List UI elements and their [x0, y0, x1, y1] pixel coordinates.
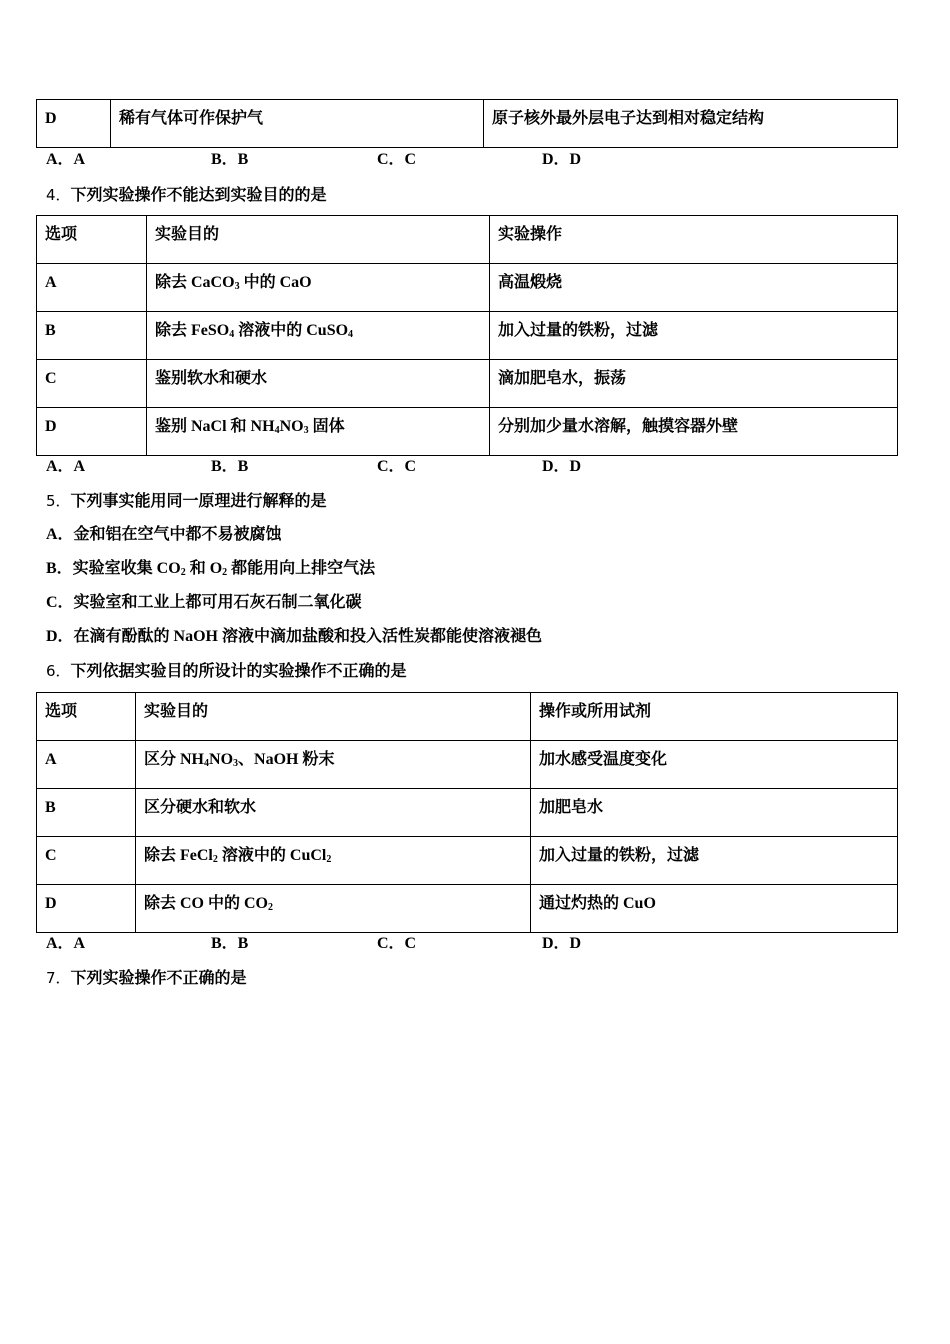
header-cell: 实验目的 [136, 693, 531, 741]
table-cell: 加肥皂水 [531, 789, 898, 837]
q4-stem [46, 184, 327, 207]
option-d[interactable]: D．D [542, 935, 582, 952]
table-cell: 鉴别 NaCl 和 $NH_4NO_3$ 固体 [147, 408, 490, 456]
option-d[interactable]: D．D [542, 151, 582, 168]
header-cell: 操作或所用试剂 [531, 693, 898, 741]
table-header-row [37, 216, 898, 264]
table-cell: C [37, 837, 136, 885]
q5-option-a[interactable]: A．金和铝在空气中都不易被腐蚀 [46, 526, 282, 543]
q3-table-tail [36, 99, 898, 148]
q6-table [36, 692, 898, 933]
table-header-row [37, 693, 898, 741]
table-cell: 原子核外最外层电子达到相对稳定结构 [484, 100, 898, 148]
table-cell: D [37, 100, 111, 148]
q3-options [46, 149, 906, 171]
table-cell: A [37, 741, 136, 789]
table-cell: 除去 FeCl$_2$ 溶液中的 CuCl$_2$ [136, 837, 531, 885]
table-cell: B [37, 312, 147, 360]
table-row [37, 100, 898, 148]
table-cell: C [37, 360, 147, 408]
header-cell: 选项 [37, 216, 147, 264]
option-d[interactable]: D．D [542, 458, 582, 475]
table-cell: 区分 $NH_4NO_3$、NaOH 粉末 [136, 741, 531, 789]
option-b[interactable]: B．B [211, 151, 249, 168]
question-number: 4． [46, 186, 71, 204]
table-cell: D [37, 885, 136, 933]
q4-options [46, 456, 906, 478]
table-cell: 鉴别软水和硬水 [147, 360, 490, 408]
option-b[interactable]: B．B [211, 935, 249, 952]
option-c[interactable]: C．C [377, 151, 417, 168]
question-text: 下列实验操作不能达到实验目的的是 [70, 187, 327, 204]
question-number: 6． [46, 662, 71, 680]
table-cell: D [37, 408, 147, 456]
option-a[interactable]: A．A [46, 458, 86, 475]
table-cell: 除去 CaCO$_3$ 中的 CaO [147, 264, 490, 312]
table-cell: 区分硬水和软水 [136, 789, 531, 837]
table-row [37, 789, 898, 837]
q6-stem [46, 660, 407, 683]
q5-option-c[interactable]: C．实验室和工业上都可用石灰石制二氧化碳 [46, 594, 362, 611]
table-cell: B [37, 789, 136, 837]
option-a[interactable]: A．A [46, 151, 86, 168]
q5-stem [46, 490, 327, 513]
question-text: 下列依据实验目的所设计的实验操作不正确的是 [70, 663, 407, 680]
table-cell: 除去 CO 中的 $CO_2$ [136, 885, 531, 933]
header-cell: 选项 [37, 693, 136, 741]
table-cell: 通过灼热的 CuO [531, 885, 898, 933]
q6-options [46, 933, 906, 955]
table-cell: 分别加少量水溶解，触摸容器外壁 [490, 408, 898, 456]
table-row [37, 360, 898, 408]
table-cell: 加入过量的铁粉，过滤 [531, 837, 898, 885]
header-cell: 实验目的 [147, 216, 490, 264]
table-cell: 加入过量的铁粉，过滤 [490, 312, 898, 360]
question-number: 5． [46, 492, 71, 510]
table-cell: 滴加肥皂水，振荡 [490, 360, 898, 408]
option-b[interactable]: B．B [211, 458, 249, 475]
q4-table [36, 215, 898, 456]
table-row [37, 741, 898, 789]
question-text: 下列实验操作不正确的是 [70, 970, 247, 987]
table-row [37, 837, 898, 885]
table-cell: 高温煅烧 [490, 264, 898, 312]
table-row [37, 885, 898, 933]
header-cell: 实验操作 [490, 216, 898, 264]
option-c[interactable]: C．C [377, 458, 417, 475]
question-number: 7． [46, 969, 71, 987]
table-cell: 稀有气体可作保护气 [111, 100, 484, 148]
table-row [37, 312, 898, 360]
question-text: 下列事实能用同一原理进行解释的是 [70, 493, 327, 510]
q5-option-d[interactable]: D．在滴有酚酞的 NaOH 溶液中滴加盐酸和投入活性炭都能使溶液褪色 [46, 628, 543, 645]
table-cell: 加水感受温度变化 [531, 741, 898, 789]
q5-option-b[interactable]: B．实验室收集 $CO_2$ 和 $O_2$ 都能用向上排空气法 [46, 560, 376, 578]
option-c[interactable]: C．C [377, 935, 417, 952]
table-cell: A [37, 264, 147, 312]
option-a[interactable]: A．A [46, 935, 86, 952]
table-row [37, 264, 898, 312]
q7-stem [46, 967, 247, 990]
table-cell: 除去 FeSO$_4$ 溶液中的 CuSO$_4$ [147, 312, 490, 360]
table-row [37, 408, 898, 456]
